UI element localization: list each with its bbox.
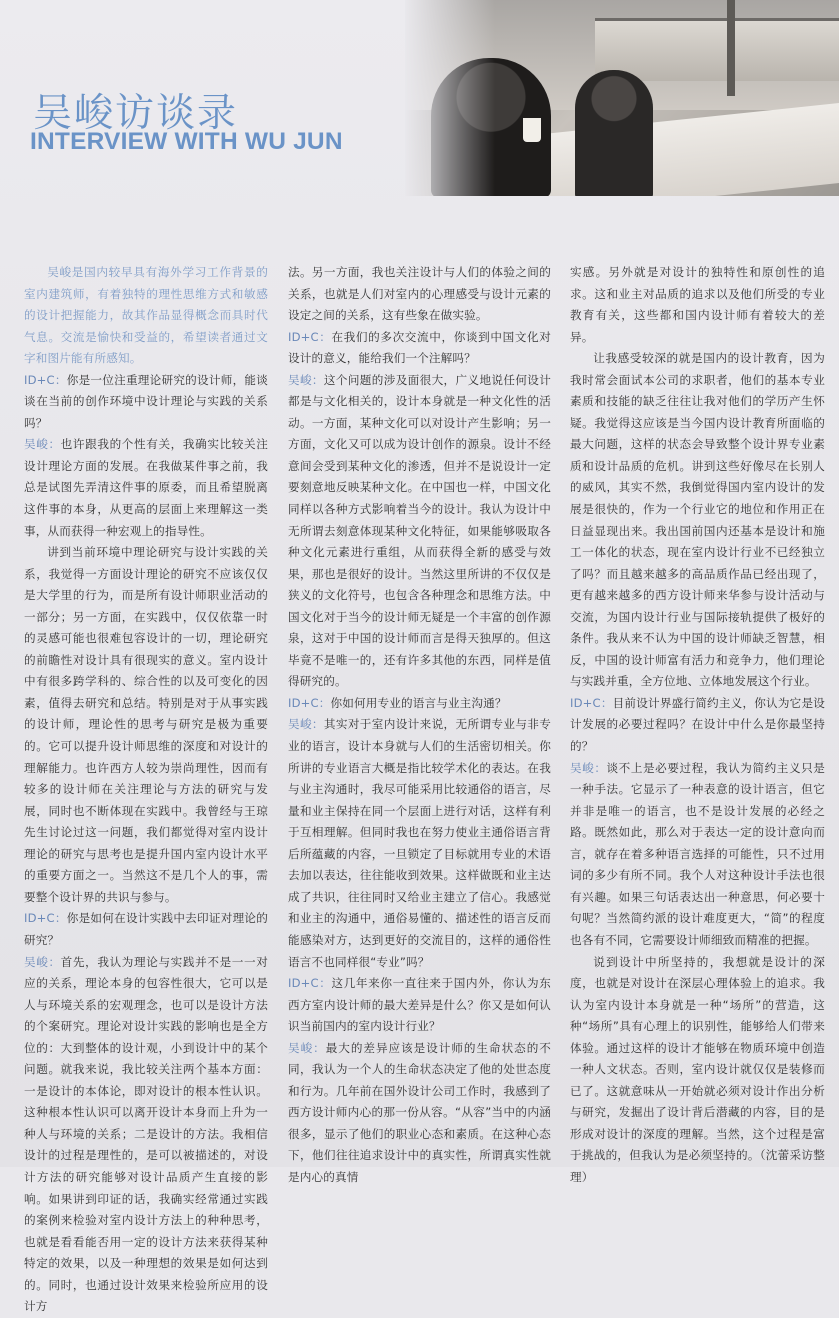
answer-paragraph xyxy=(288,370,551,693)
question-label: ID+C： xyxy=(288,329,332,344)
body-paragraph xyxy=(24,542,268,908)
answer-label: 吴峻： xyxy=(288,1040,326,1055)
question-label: ID+C： xyxy=(288,695,331,710)
body-paragraph xyxy=(570,262,825,348)
photo-plant xyxy=(727,0,735,96)
question-label: ID+C： xyxy=(24,372,67,387)
answer-paragraph xyxy=(288,714,551,973)
answer-label: 吴峻： xyxy=(24,954,61,969)
interview-photo xyxy=(405,0,839,196)
body-paragraph xyxy=(570,952,825,1189)
intro-paragraph xyxy=(24,262,268,370)
question-text: 目前设计界盛行简约主义，你认为它是设计发展的必要过程吗？在设计中什么是你最坚持的？ xyxy=(570,695,826,754)
question-paragraph xyxy=(570,693,825,758)
answer-text: 其实对于室内设计来说，无所谓专业与非专业的语言，设计本身就与人们的生活密切相关。你所讲的专业语言大概是指比较学术化的表达。在我与业主沟通时，我尽可能采用比较通俗的语言，尽量和业主保持在同一个层面上进行对话，这样有利于互相理解。但同时我也在努力使业主通俗语言背后所蕴藏的内容，一旦锁定了目标就用专业的术语去加以表达，往往能收到效果。这样做既和业主达成了共识，往往同时又给业主建立了信心。我感觉和业主的沟通中，通俗易懂的、描述性的语言反而能感染对方，达到更好的交流目的，这样的通俗性语言不也同样很“专业”吗？ xyxy=(288,717,552,969)
answer-paragraph xyxy=(570,758,825,952)
question-label: ID+C： xyxy=(570,695,613,710)
question-paragraph xyxy=(288,693,551,715)
body-text: 法。另一方面，我也关注设计与人们的体验之间的关系，也就是人们对室内的心理感受与设计元素的设定之间的关系，这有些象在做实验。 xyxy=(288,265,551,323)
answer-text: 也许跟我的个性有关，我确实比较关注设计理论方面的发展。在我做某件事之前，我总是试图先弄清这件事的原委，而且希望脱离这件事的本身，从更高的层面上来理解这一类事，从而获得一种宏观上的指导性。 xyxy=(24,437,268,538)
answer-paragraph xyxy=(24,952,268,1318)
answer-label: 吴峻： xyxy=(24,437,61,452)
photo-person-right xyxy=(575,70,653,196)
answer-text: 这个问题的涉及面很大，广义地说任何设计都是与文化相关的，设计本身就是一种文化性的活动。一方面，某种文化可以对设计产生影响；另一方面，文化又可以成为设计创作的源泉。设计不经意间会受到某种文化的渗透，但并不是说设计一定要刻意地反映某种文化。在中国也一样，中国文化同样以各种方式影响着当今的设计。我认为设计中无所谓去刻意体现某种文化特征，如果能够吸取各种文化元素进行重组，从而获得全新的感受与效果，那也是很好的设计。当然这里所讲的不仅仅是狭义的文化符号，也包含各种理念和思维方法。中国文化对于当今的设计师无疑是一个丰富的创作源泉，这对于中国的设计师而言是得天独厚的。但这毕竟不是唯一的，还有许多其他的东西，同样是值得研究的。 xyxy=(288,372,552,689)
question-paragraph xyxy=(288,327,551,370)
question-paragraph xyxy=(24,908,268,951)
body-paragraph xyxy=(570,348,825,693)
question-text: 你是一位注重理论研究的设计师，能谈谈在当前的创作环境中设计理论与实践的关系吗？ xyxy=(24,372,269,430)
body-text: 让我感受较深的就是国内的设计教育，因为我时常会面试本公司的求职者，他们的基本专业素质和技能的缺乏往往让我对他们的学历产生怀疑。我觉得这应该是当今国内设计教育所面临的最大问题，这样的状态会导致整个设计界专业素质和设计品质的危机。讲到这些好像尽在长别人的威风，其实不然，我倒觉得国内室内设计的发展是很快的，作为一个行业它的地位和作用正在日益显现出来。我出国前国内还基本是设计和施工一体化的状态，现在室内设计行业不已经独立了吗？而且越来越多的高品质作品已经出现了，更有越来越多的西方设计师来华参与设计活动与交流，为国内设计行业与国际接轨提供了极好的条件。我从来不认为中国的设计师缺乏智慧，相反，中国的设计师富有活力和竞争力，他们理论与实践并重，全方位地、立体地发展这个行业。 xyxy=(570,351,825,689)
body-text: 说到设计中所坚持的，我想就是设计的深度，也就是对设计在深层心理体验上的追求。我认为室内设计本身就是一种“场所”的营造，这种“场所”具有心理上的识别性，能够给人们带来体验。通过这样的设计才能够在物质环境中创造一种人文状态。否则，室内设计就仅仅是装修而已了。这就意味从一开始就必须对设计作出分析与研究，发掘出了设计背后潜藏的内容，目的是形成对设计的深度的理解。当然，这个过程是富于挑战的，但我认为是必须坚持的。（沈蕾采访整理） xyxy=(570,954,825,1184)
answer-text: 最大的差异应该是设计师的生命状态的不同，我认为一个人的生命状态决定了他的处世态度和行为。几年前在国外设计公司工作时，我感到了西方设计师内心的那一份从容。“从容”当中的内涵很多，显示了他们的职业心态和素质。在这种心态下，他们往往追求设计中的真实性，所谓真实性就是内心的真情 xyxy=(288,1040,552,1184)
answer-paragraph xyxy=(288,1038,551,1189)
body-text: 讲到当前环境中理论研究与设计实践的关系，我觉得一方面设计理论的研究不应该仅仅是大学里的行为，而是所有设计师职业活动的一部分；另一方面，在实践中，仅仅依靠一时的灵感可能也很难包容设计的一切，理论研究的前瞻性对设计具有很现实的意义。室内设计中有很多跨学科的、综合性的以及可变化的因素，值得去研究和总结。特别是对于从事实践的设计师，理论性的思考与研究是极为重要的。它可以提升设计师思维的深度和对设计的理解能力。也许西方人较为崇尚理性，因而有较多的设计师在关注理论与方法的研究与发展，同时也不断体现在实践中。我曾经与王琼先生讨论过这一问题，我们都觉得对室内设计理论的研究与思考也是提升国内室内设计水平的重要方面之一。当然这不是几个人的事，需要整个设计界的共识与参与。 xyxy=(24,545,268,904)
body-paragraph xyxy=(288,262,551,327)
answer-paragraph xyxy=(24,434,268,542)
photo-fade xyxy=(405,0,495,196)
body-text: 实感。另外就是对设计的独特性和原创性的追求。这和业主对品质的追求以及他们所受的专业教育有关，这些都和国内设计师有着较大的差异。 xyxy=(570,265,825,344)
question-text: 这几年来你一直往来于国内外，你认为东西方室内设计师的最大差异是什么？你又是如何认识当前国内的室内设计行业？ xyxy=(288,976,552,1034)
intro-text: 吴峻是国内较早具有海外学习工作背景的室内建筑师，有着独特的理性思维方式和敏感的设计把握能力，故其作品显得概念而具时代气息。交流是愉快和受益的，希望读者通过文字和图片能有所感知。 xyxy=(24,265,268,366)
question-text: 你是如何在设计实践中去印证对理论的研究？ xyxy=(24,911,269,947)
answer-label: 吴峻： xyxy=(570,760,607,775)
answer-text: 首先，我认为理论与实践并不是一一对应的关系，理论本身的包容性很大，它可以是人与环境关系的宏观理念，也可以是设计方法的个案研究。理论对设计实践的影响也是全方位的：大到整体的设计观，小到设计中的某个问题。就我来说，我比较关注两个基本方面：一是设计的本体论，即对设计的根本性认识。这种根本性认识可以离开设计本身而上升为一种人与环境的关系；二是设计的方法。我相信设计的过程是理性的，是可以被描述的，对设计方法的研究能够对设计品质产生直接的影响。如果讲到印证的话，我确实经常通过实践的案例来检验对室内设计方法上的种种思考，也就是看看能否用一定的设计方法来获得某种特定的效果，以及一种理想的效果是如何达到的。同时，也通过设计效果来检验所应用的设计方 xyxy=(24,954,268,1314)
photo-cup xyxy=(523,118,541,142)
text-column-3 xyxy=(570,262,825,1189)
photo-desk xyxy=(515,103,839,196)
question-label: ID+C： xyxy=(288,976,332,991)
answer-label: 吴峻： xyxy=(288,717,324,732)
answer-text: 谈不上是必要过程，我认为简约主义只是一种手法。它显示了一种表意的设计语言，但它并非是唯一的语言，也不是设计发展的必经之路。既然如此，那么对于表达一定的设计意向而言，就存在着多种语言选择的可能性，只不过用词的多少有所不同。我个人对这种设计手法也很有兴趣。如果三句话表达出一种意思，何必要十句呢？当然简约派的设计难度更大，“简”的程度也各有不同，它需要设计师细致而精准的把握。 xyxy=(570,760,826,947)
title-english: INTERVIEW WITH WU JUN xyxy=(30,128,343,155)
question-text: 你如何用专业的语言与业主沟通？ xyxy=(330,695,507,710)
question-text: 在我们的多次交流中，你谈到中国文化对设计的意义，能给我们一个注解吗？ xyxy=(288,329,552,366)
answer-label: 吴峻： xyxy=(288,372,324,387)
question-paragraph xyxy=(24,370,268,435)
text-column-1 xyxy=(24,262,268,1318)
title-chinese: 吴峻访谈录 xyxy=(33,91,239,136)
text-column-2 xyxy=(288,262,551,1189)
question-label: ID+C： xyxy=(24,911,67,926)
question-paragraph xyxy=(288,973,551,1038)
photo-shelf xyxy=(595,18,839,81)
